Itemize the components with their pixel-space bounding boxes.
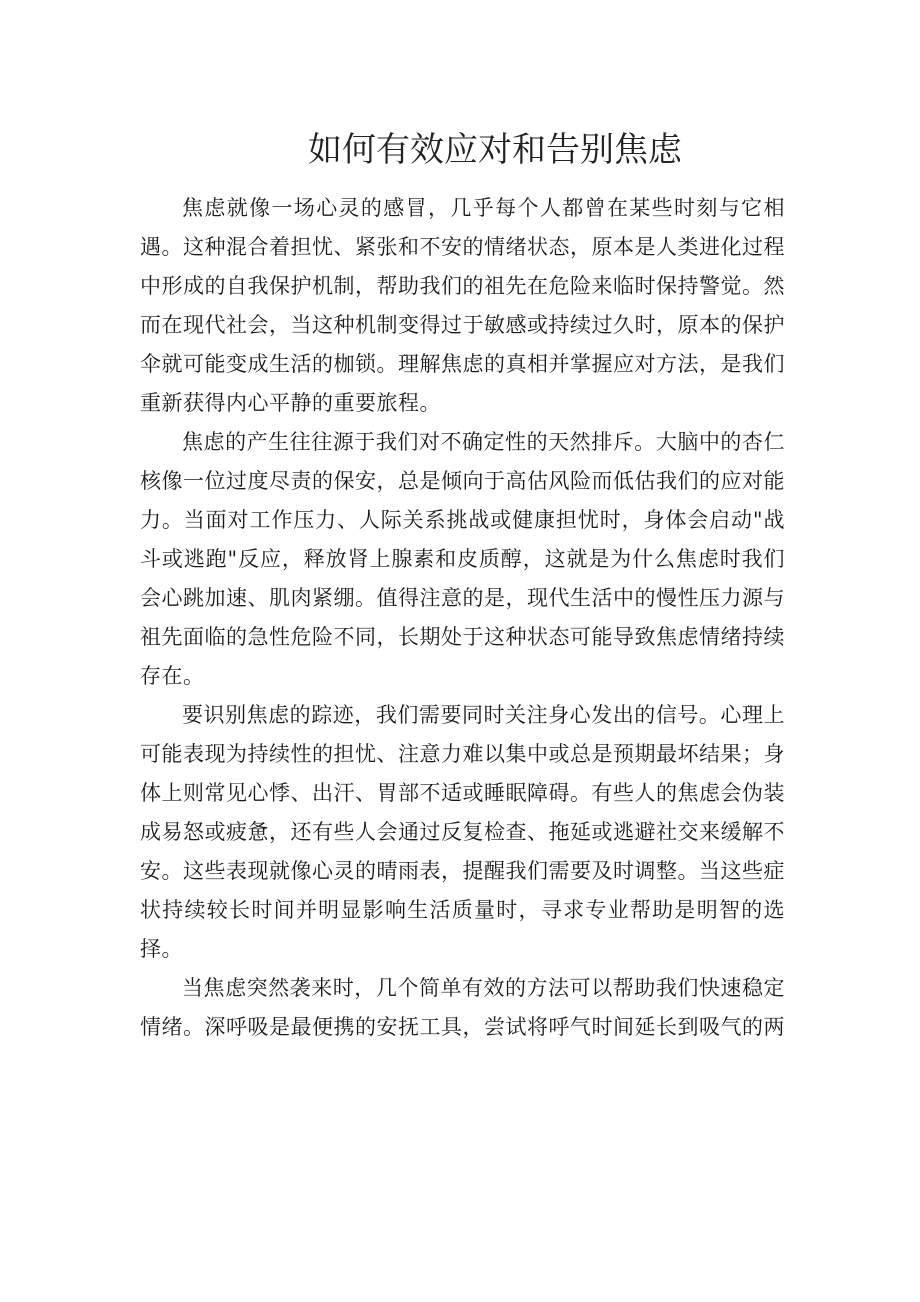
paragraph-2: 焦虑的产生往往源于我们对不确定性的天然排斥。大脑中的杏仁核像一位过度尽责的保安，总是倾向于高估风险而低估我们的应对能力。当面对工作压力、人际关系挑战或健康担忧时，身体会启动"战斗或逃跑"反应，释放肾上腺素和皮质醇，这就是为什么焦虑时我们会心跳加速、肌肉紧绷。值得注意的是，现代生活中的慢性压力源与祖先面临的急性危险不同，长期处于这种状态可能导致焦虑情绪持续存在。 xyxy=(140,430,785,688)
paragraph-3: 要识别焦虑的踪迹，我们需要同时关注身心发出的信号。心理上可能表现为持续性的担忧、注意力难以集中或总是预期最坏结果；身体上则常见心悸、出汗、胃部不适或睡眠障碍。有些人的焦虑会伪装成易怒或疲惫，还有些人会通过反复检查、拖延或逃避社交来缓解不安。这些表现就像心灵的晴雨表，提醒我们需要及时调整。当这些症状持续较长时间并明显影响生活质量时，寻求专业帮助是明智的选择。 xyxy=(140,703,785,961)
document-body xyxy=(140,189,785,1047)
paragraph-4: 当焦虑突然袭来时，几个简单有效的方法可以帮助我们快速稳定情绪。深呼吸是最便携的安抚工具，尝试将呼气时间延长到吸气的两 xyxy=(140,976,785,1039)
document-title: 如何有效应对和告别焦虑 xyxy=(308,130,682,170)
paragraph-1: 焦虑就像一场心灵的感冒，几乎每个人都曾在某些时刻与它相遇。这种混合着担忧、紧张和不安的情绪状态，原本是人类进化过程中形成的自我保护机制，帮助我们的祖先在危险来临时保持警觉。然而在现代社会，当这种机制变得过于敏感或持续过久时，原本的保护伞就可能变成生活的枷锁。理解焦虑的真相并掌握应对方法，是我们重新获得内心平静的重要旅程。 xyxy=(140,196,785,415)
